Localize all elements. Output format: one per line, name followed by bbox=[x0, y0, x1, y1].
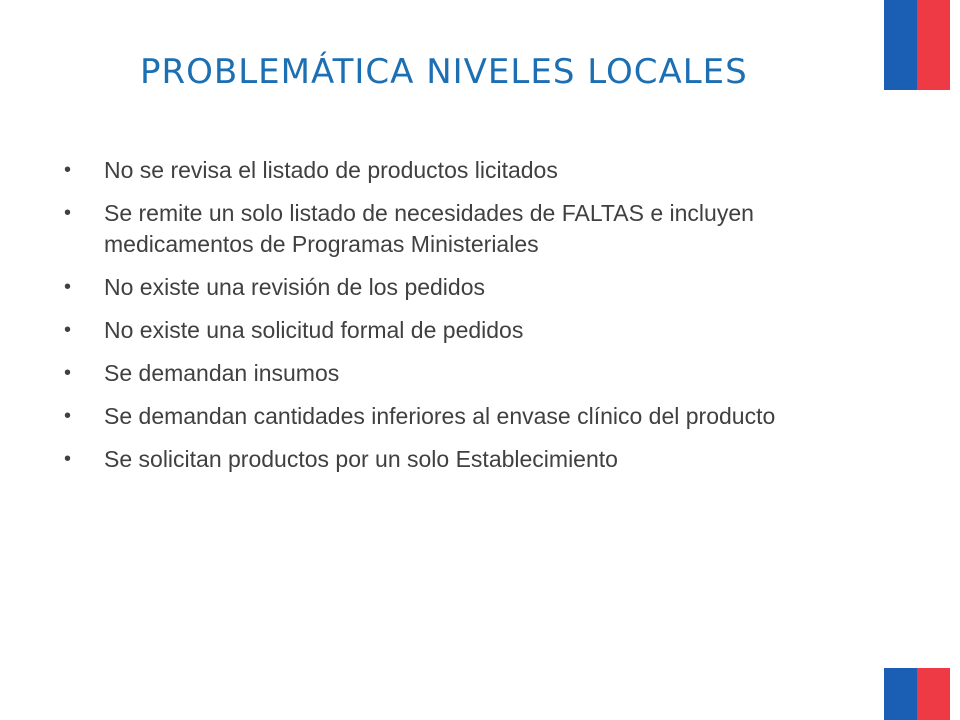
bullet-dot-icon: • bbox=[64, 276, 72, 298]
flag-red-stripe bbox=[917, 668, 950, 720]
bullet-dot-icon: • bbox=[64, 405, 72, 427]
bullet-item bbox=[64, 401, 844, 432]
bullet-text: No existe una solicitud formal de pedidos bbox=[104, 317, 524, 343]
flag-decoration-top bbox=[884, 0, 950, 90]
flag-decoration-bottom bbox=[884, 668, 950, 720]
flag-blue-stripe bbox=[884, 0, 917, 90]
bullet-text: Se remite un solo listado de necesidades de FALTAS e incluyen medicamentos de Programas Ministeriales bbox=[104, 200, 754, 257]
slide-title: PROBLEMÁTICA NIVELES LOCALES bbox=[140, 52, 748, 92]
bullet-item bbox=[64, 444, 844, 475]
bullet-dot-icon: • bbox=[64, 159, 72, 181]
bullet-item bbox=[64, 198, 844, 260]
bullet-text: Se demandan cantidades inferiores al envase clínico del producto bbox=[104, 403, 776, 429]
bullet-text: Se demandan insumos bbox=[104, 360, 340, 386]
bullet-dot-icon: • bbox=[64, 319, 72, 341]
flag-blue-stripe bbox=[884, 668, 917, 720]
bullet-item bbox=[64, 358, 844, 389]
bullet-dot-icon: • bbox=[64, 202, 72, 224]
bullet-item bbox=[64, 315, 844, 346]
bullet-text: No se revisa el listado de productos licitados bbox=[104, 157, 558, 183]
bullet-dot-icon: • bbox=[64, 362, 72, 384]
bullet-dot-icon: • bbox=[64, 448, 72, 470]
bullet-item bbox=[64, 272, 844, 303]
bullet-list bbox=[64, 155, 844, 487]
bullet-text: Se solicitan productos por un solo Establecimiento bbox=[104, 446, 618, 472]
flag-red-stripe bbox=[917, 0, 950, 90]
bullet-text: No existe una revisión de los pedidos bbox=[104, 274, 486, 300]
bullet-item bbox=[64, 155, 844, 186]
